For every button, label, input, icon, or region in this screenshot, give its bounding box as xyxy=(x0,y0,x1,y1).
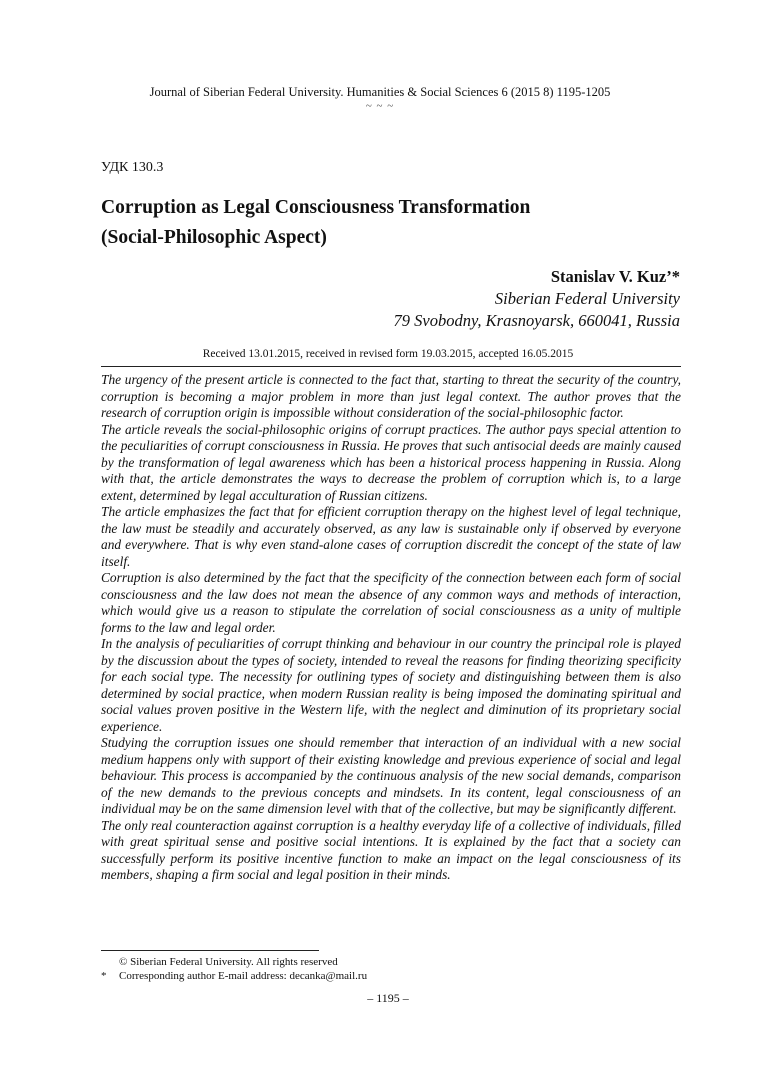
copyright-text: © Siberian Federal University. All rights reserved xyxy=(119,956,338,968)
header-separator: ~ ~ ~ xyxy=(365,100,395,112)
copyright-footnote xyxy=(101,955,681,969)
corresponding-author-footnote xyxy=(101,969,681,983)
abstract-paragraph: Corruption is also determined by the fact that the specificity of the connection between each form of social consciousness and the law does not mean the absence of any common ways and methods of interaction, which would give us a reason to stipulate the correlation of social consciousness as a unity of multiple forms to the law and legal order. xyxy=(101,570,681,635)
footnote-mark: * xyxy=(101,970,107,982)
footnotes xyxy=(101,955,681,983)
author-block xyxy=(394,266,680,332)
received-dates: Received 13.01.2015, received in revised form 19.03.2015, accepted 16.05.2015 xyxy=(202,348,574,360)
abstract xyxy=(101,372,681,884)
corresponding-author-email: Corresponding author E-mail address: decanka@mail.ru xyxy=(119,970,368,982)
abstract-paragraph: Studying the corruption issues one should remember that interaction of an individual with a new social medium happens only with support of their existing knowledge and previous experience of social and legal behaviour. This process is accompanied by the continuous analysis of the new social demands, comparison of the new demands to the previous concepts and mindsets. In its content, legal consciousness of an individual may be on the same dimension level with that of the collective, but may be significantly different. xyxy=(101,735,681,816)
abstract-paragraph: The only real counteraction against corruption is a healthy everyday life of a collective of individuals, filled with great spiritual sense and positive social intentions. It is explained by the fact that a society can successfully perform its positive incentive function to make an impact on the legal consciousness of its members, shaping a firm social and legal position in their minds. xyxy=(101,817,681,882)
abstract-top-rule xyxy=(101,366,681,367)
abstract-paragraph: The article reveals the social-philosophic origins of corrupt practices. The author pays special attention to the peculiarities of corrupt consciousness in Russia. He proves that such antisocial deeds are mainly caused by the transformation of legal awareness which has been a historical process happening in Russia. Along with that, the article demonstrates the ways to decrease the problem of corruption which is, to a large extent, determined by legal acculturation of Russian citizens. xyxy=(101,421,681,503)
udk-code: УДК 130.3 xyxy=(101,160,164,175)
abstract-paragraph: The article emphasizes the fact that for efficient corruption therapy on the highest level of legal technique, the law must be steadily and accurately observed, as any law is sustainable only if observed by everyone and everywhere. That is why even stand-alone cases of corruption discredit the concept of the state of law itself. xyxy=(101,504,681,569)
abstract-paragraph: In the analysis of peculiarities of corrupt thinking and behaviour in our country the principal role is played by the discussion about the types of society, intended to reveal the reasons for finding theorizing specificity for each social type. The necessity for outlining types of society and distinguishing between them is also determined by social practice, when modern Russian reality is being imposed the dominating spiritual and social values proven positive in the Western life, with the neglect and diminution of its proprietary social experience. xyxy=(101,636,681,734)
author-name: Stanislav V. Kuz’* xyxy=(550,267,680,286)
page-number: – 1195 – xyxy=(367,991,409,1005)
journal-header: Journal of Siberian Federal University. Humanities & Social Sciences 6 (2015 8) 1195-1205 xyxy=(149,85,611,99)
author-affiliation: Siberian Federal University xyxy=(494,289,680,308)
article-title xyxy=(101,193,681,253)
author-address: 79 Svobodny, Krasnoyarsk, 660041, Russia xyxy=(393,311,680,330)
article-title-line-1: Corruption as Legal Consciousness Transformation xyxy=(101,197,531,218)
abstract-paragraph: The urgency of the present article is connected to the fact that, starting to threat the security of the country, corruption is becoming a major problem in more than just legal context. The author proves that the research of corruption origin is impossible without consideration of the social-philosophic factor. xyxy=(101,372,681,420)
article-title-line-2: (Social-Philosophic Aspect) xyxy=(101,227,327,248)
footnote-rule xyxy=(101,950,319,951)
